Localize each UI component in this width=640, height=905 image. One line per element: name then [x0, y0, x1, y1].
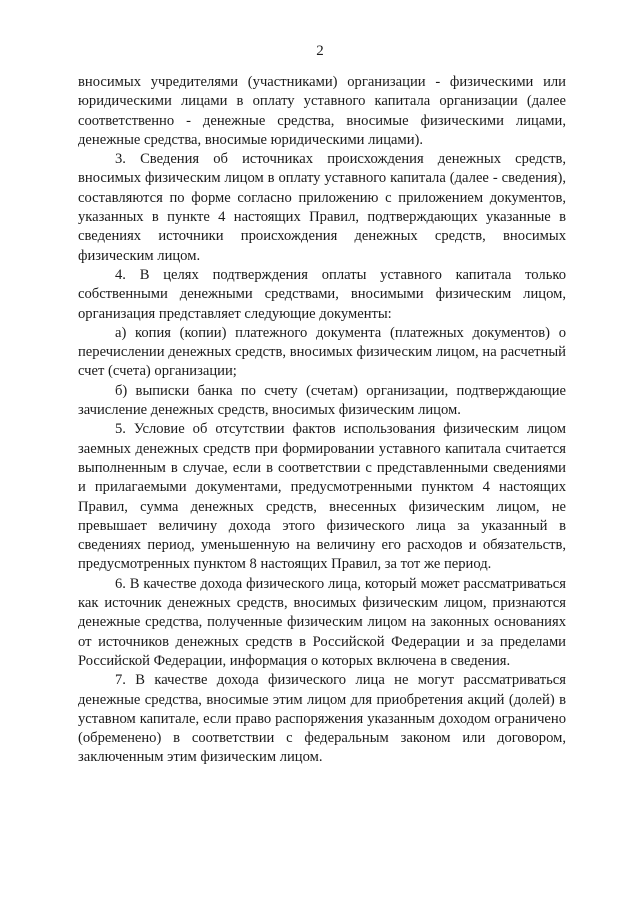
- paragraph-item-5: 5. Условие об отсутствии фактов использования физическим лицом заемных денежных средств при формировании уставного капитала считается выполненным в случае, если в соответствии с представленными сведениями и прилагаемыми документами, предусмотренными пунктом 4 настоящих Правил, сумма денежных средств, внесенных физическим лицом, не превышает величину дохода этого физического лица за указанный в сведениях период, уменьшенную на величину его расходов и обязательств, предусмотренных пунктом 8 настоящих Правил, за тот же период.: [78, 421, 566, 573]
- paragraph-item-6: 6. В качестве дохода физического лица, который может рассматриваться как источник денежных средств, вносимых физическим лицом, признаются денежные средства, полученные физическим лицом на законных основаниях от источников денежных средств в Российской Федерации и за пределами Российской Федерации, информация о которых включена в сведения.: [78, 575, 566, 669]
- paragraph-item-3: 3. Сведения об источниках происхождения денежных средств, вносимых физическим лицом в оплату уставного капитала (далее - сведения), составляются по форме согласно приложению с приложением документов, указанных в пункте 4 настоящих Правил, подтверждающих указанные в сведениях источники происхождения денежных средств, вносимых физическим лицом.: [78, 151, 566, 264]
- document-body: [78, 73, 566, 768]
- paragraph-item-4: 4. В целях подтверждения оплаты уставного капитала только собственными денежными средствами, вносимыми физическим лицом, организация представляет следующие документы:: [78, 266, 566, 322]
- paragraph-item-4b: б) выписки банка по счету (счетам) организации, подтверждающие зачисление денежных средств, вносимых физическим лицом.: [78, 382, 566, 419]
- paragraph-item-7: 7. В качестве дохода физического лица не могут рассматриваться денежные средства, вносимые этим лицом для приобретения акций (долей) в уставном капитале, если право распоряжения указанным доходом ограничено (обременено) в соответствии с федеральным законом или договором, заключенным этим физическим лицом.: [78, 672, 566, 766]
- paragraph-continuation: вносимых учредителями (участниками) организации - физическими или юридическими лицами в оплату уставного капитала организации (далее соответственно - денежные средства, вносимые физическими лицами, денежные средства, вносимые юридическими лицами).: [78, 74, 566, 148]
- page-number: 2: [316, 43, 324, 59]
- paragraph-item-4a: а) копия (копии) платежного документа (платежных документов) о перечислении денежных средств, вносимых физическим лицом, на расчетный счет (счета) организации;: [78, 324, 566, 380]
